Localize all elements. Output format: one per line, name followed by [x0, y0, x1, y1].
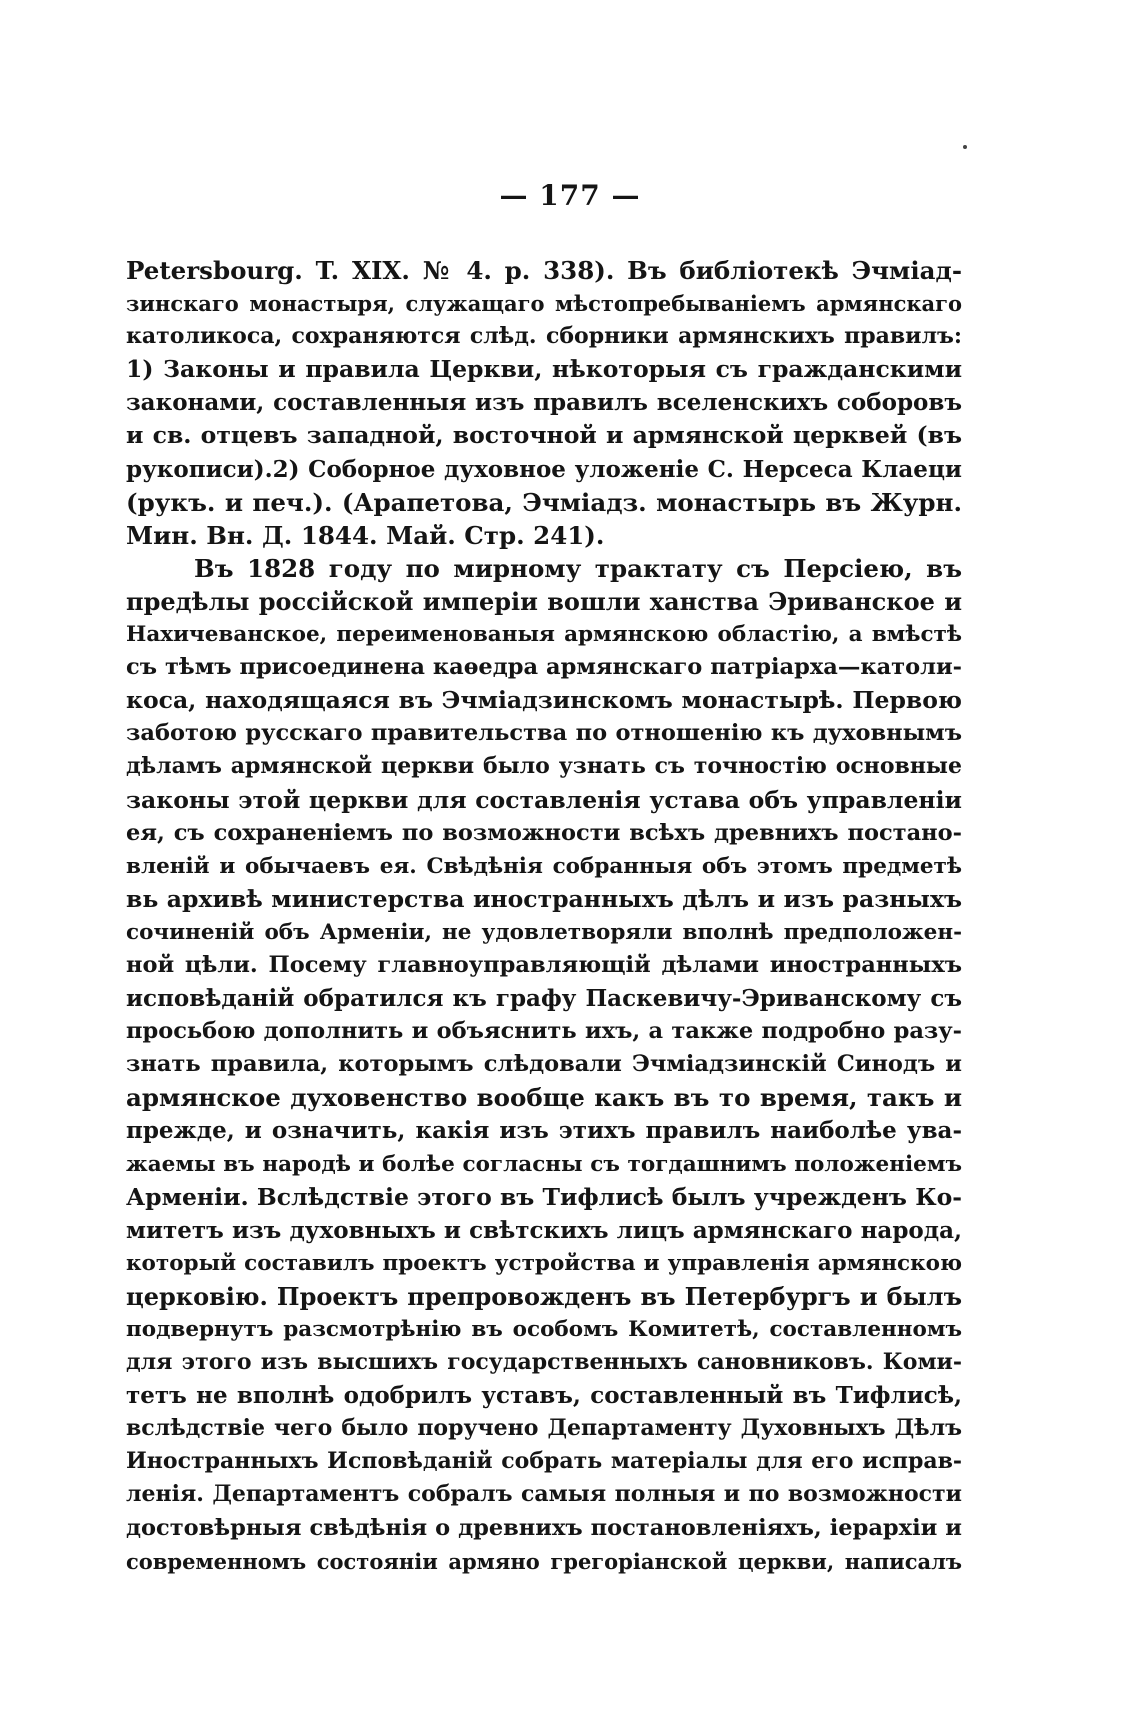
text-line: (рукъ. и печ.). (Арапетова, Эчміадз. монастырь въ Журн. [126, 487, 962, 517]
text-line: армянское духовенство вообще какъ въ то время, такъ и [126, 1083, 962, 1113]
text-line: жаемы въ народѣ и болѣе согласны съ тогдашнимъ положеніемъ [126, 1151, 962, 1177]
text-line: законами, составленныя изъ правилъ вселенскихъ соборовъ [126, 389, 962, 417]
text-line: исповѣданій обратился къ графу Паскевичу-Эриванскому съ [126, 985, 962, 1013]
text-line: сочиненій объ Арменіи, не удовлетворяли вполнѣ предположен- [126, 919, 962, 945]
text-line: достовѣрныя свѣдѣнія о древнихъ постановленіяхъ, іерархіи и [126, 1514, 962, 1541]
text-line: 1) Законы и правила Церкви, нѣкоторыя съ гражданскими [126, 355, 962, 384]
text-line: вленій и обычаевъ ея. Свѣдѣнія собранныя объ этомъ предметѣ [126, 853, 962, 879]
text-line: подвернутъ разсмотрѣнію въ особомъ Комитетѣ, составленномъ [126, 1317, 962, 1342]
text-line: Въ 1828 году по мирному трактату съ Персіею, въ [194, 553, 962, 583]
text-line: законы этой церкви для составленія устава объ управленіи [126, 785, 962, 814]
text-line: митетъ изъ духовныхъ и свѣтскихъ лицъ армянскаго народа, [126, 1216, 962, 1244]
body-text [126, 254, 962, 1578]
text-line: католикоса, сохраняются слѣд. сборники армянскихъ правилъ: [126, 323, 962, 350]
text-line: Petersbourg. T. XIX. № 4. p. 338). Въ библіотекѣ Эчміад- [126, 256, 962, 285]
text-line: знать правила, которымъ слѣдовали Эчміадзинскій Синодъ и [126, 1051, 962, 1078]
text-line: зинскаго монастыря, служащаго мѣстопребываніемъ армянскаго [126, 291, 962, 317]
text-line: заботою русскаго правительства по отношенію къ духовнымъ [126, 720, 962, 747]
text-line: рукописи).2) Соборное духовное уложеніе С. Нерсеса Клаеци [126, 455, 962, 483]
page-number: — 177 — [499, 179, 641, 212]
text-line: прежде, и означить, какія изъ этихъ правилъ наиболѣе ува- [126, 1117, 962, 1145]
text-line: тетъ не вполнѣ одобрилъ уставъ, составленный въ Тифлисѣ, [126, 1382, 962, 1410]
text-line: Нахичеванское, переименованыя армянскою областію, а вмѣстѣ [126, 622, 962, 648]
text-line: и св. отцевъ западной, восточной и армянской церквей (въ [126, 421, 962, 450]
text-line: ея, съ сохраненіемъ по возможности всѣхъ древнихъ постано- [126, 819, 962, 846]
text-line: современномъ состояніи армяно грегоріанской церкви, написалъ [126, 1548, 962, 1574]
text-line: церковію. Проектъ препровожденъ въ Петербургъ и былъ [126, 1281, 962, 1311]
text-line: вслѣдствіе чего было поручено Департаменту Духовныхъ Дѣлъ [126, 1415, 962, 1442]
speck-mark [963, 145, 967, 149]
text-line: Арменіи. Вслѣдствіе этого въ Тифлисѣ былъ учрежденъ Ко- [126, 1182, 962, 1211]
text-line: ленія. Департаментъ собралъ самыя полныя и по возможности [126, 1481, 962, 1508]
text-line: ной цѣли. Посему главноуправляющій дѣлами иностранныхъ [126, 951, 962, 978]
text-line: Мин. Вн. Д. 1844. Май. Стр. 241). [126, 520, 605, 550]
text-line: который составилъ проектъ устройства и управленія армянскою [126, 1250, 962, 1276]
text-line: коса, находящаяся въ Эчміадзинскомъ монастырѣ. Первою [126, 686, 962, 715]
text-line: вь архивѣ министерства иностранныхъ дѣлъ и изъ разныхъ [126, 884, 962, 913]
text-line: съ тѣмъ присоединена каѳедра армянскаго патріарха—католи- [126, 654, 962, 681]
text-line: Иностранныхъ Исповѣданій собрать матеріалы для его исправ- [126, 1448, 962, 1475]
text-line: дѣламъ армянской церкви было узнать съ точностію основные [126, 753, 962, 780]
text-line: предѣлы россійской имперіи вошли ханства Эриванское и [126, 586, 962, 616]
text-line: для этого изъ высшихъ государственныхъ сановниковъ. Коми- [126, 1349, 962, 1376]
text-line: просьбою дополнить и объяснить ихъ, а также подробно разу- [126, 1018, 962, 1045]
